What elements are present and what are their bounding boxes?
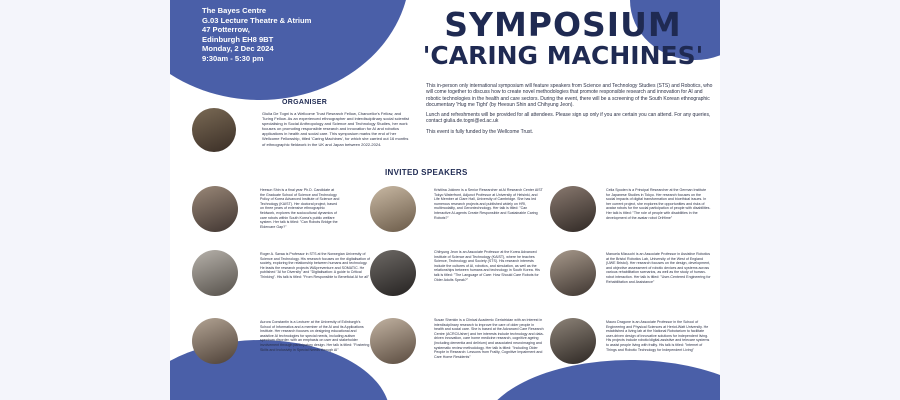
intro-paragraph: Lunch and refreshments will be provided for all attendees. Please sign up only if you are certain you can attend. For any queries, contact giulia.de.togni@ed.ac.uk [426, 112, 711, 125]
speaker-photo [370, 186, 416, 232]
speaker-bio: Mauro Dragone is an Associate Professor in the School of Engineering and Physical Sciences at Heriot-Watt University. He established a living lab at the National Robotarium to facilitate user-driven design of innovative solutions for independent living. His projects include robotic/digital-assistive and telecare systems to assist people living with frailty. His talk is titled: "Internet of Things and Robotic Technology for Independent Living" [606, 320, 710, 352]
speaker-photo [550, 318, 596, 364]
intro-paragraph: This in-person only international symposium will feature speakers from Science and Technology Studies (STS) and Robotics, who will come together to discuss how to create novel methodologies that promote responsible research and innovation for AI and robotic technologies in the health and care sectors. During the event, there will be a screening of the South Korean ethnographic documentary 'Hug me Tight' (by Heesun Shin and Chihyung Jeon). [426, 83, 713, 108]
venue-line: 9:30am - 5:30 pm [202, 53, 264, 63]
intro-text [426, 83, 714, 139]
speaker-photo [550, 250, 596, 296]
venue-line: Monday, 2 Dec 2024 [202, 44, 274, 54]
decorative-blob [480, 360, 720, 400]
venue-info [202, 6, 311, 64]
speaker-bio: Chihyung Jeon is an Associate Professor at the Korea Advanced Institute of Science and Technology (KAIST), where he teaches Science, Technology and Society (STS). His research interests include the cultures of AI, robotics, and simulation, as well as the relationships between humans and technology in South Korea. His talk is titled: "The Language of Care: How Should Care Robots for Older Adults Speak?" [434, 250, 540, 282]
speaker-bio: Susan Shenkin is a Clinical Academic Geriatrician with an interest in interdisciplinary research to improve the care of older people in health and social care. She is based at the Advanced Care Research Centre (ACRC/Usher) and her interests include technology and data-driven innovation, care home medicine research, cognitive ageing (including dementia and delirium) and associated neuroimaging and systematic review methodology. Her talk is titled: "Including Older People in Research: Lessons from Frailty, Cognitive Impairment and Care Home Residents" [434, 318, 544, 359]
speaker-bio: Roger A. Søraa is Professor in STS at the Norwegian University of Science and Technology. His research focuses on the digitalisation of society, exploring the relationship between humans and technology. He leads the research projects WAIpreventure and SOMATIC. He published "AI for Diversity" and "Digitalisation: A guide to Critical Thinking". His talk is titled: "From Responsible to Beneficial AI for all" [260, 252, 370, 279]
page-title [418, 5, 708, 70]
speaker-photo [192, 186, 238, 232]
funding-note: This event is fully funded by the Wellcome Trust. [426, 128, 534, 135]
venue-line: G.03 Lecture Theatre & Atrium [202, 15, 312, 25]
poster [170, 0, 720, 400]
organiser-heading: ORGANISER [282, 99, 328, 106]
right-margin [720, 0, 900, 400]
speaker-photo [192, 318, 238, 364]
speaker-photo [550, 186, 596, 232]
venue-line: The Bayes Centre [202, 6, 267, 15]
invited-speakers-heading: INVITED SPEAKERS [385, 168, 468, 177]
left-margin [0, 0, 170, 400]
speaker-photo [370, 250, 416, 296]
speaker-bio: Heesun Shin is a final year Ph.D. Candidate at the Graduate School of Science and Technology Policy of Korea Advanced Institute of Science and Technology (KAIST). Her doctoral project, based on three years of extensive ethnographic fieldwork, explores the sociocultural dynamics of care robots within South Korea's public welfare system. Her talk is titled: "Can Robots Bridge the Eldercare Gap?" [260, 188, 340, 229]
organiser-photo [192, 108, 236, 152]
speaker-photo [370, 318, 416, 364]
venue-line: 47 Potterrow, [202, 25, 250, 35]
title-line-2: 'CARING MACHINES' [422, 41, 704, 70]
speaker-bio: Aurora Constantin is a Lecturer at the University of Edinburgh's School of Informatics and a member of the AI and its Applications Institute. Her research focuses on designing educational and assistive AI technologies for special needs, including autism spectrum disorder, with an emphasis on user and stakeholder involvement through participatory design. Her talk is titled: "Fostering Skills and Inclusivity in Special Needs through AI" [260, 320, 370, 352]
title-line-1: SYMPOSIUM [444, 5, 682, 44]
speaker-bio: Manuela Mizuuchi is an Associate Professor in Assistive Robotics at the Bristol Robotics Lab, University of the West of England (UWE Bristol). Her research focuses on the design, development, and objective assessment of robotic devices and systems across various rehabilitation scenarios, as well as the study of human-robot interaction. Her talk is titled: "User-Centered Engineering for Rehabilitation and Assistance" [606, 252, 711, 284]
speaker-photo [192, 250, 238, 296]
speaker-bio: Celia Spoden is a Principal Researcher at the German Institute for Japanese Studies in Tokyo. Her research focuses on the social impacts of digital transformation and bioethical issues. In her current project, she explores the opportunities and risks of avatar robots for the social participation of people with disabilities. Her talk is titled: "The role of people with disabilities in the development of the avatar robot OriHime" [606, 188, 711, 220]
organiser-bio: Giulia De Togni is a Wellcome Trust Research Fellow, Chancellor's Fellow, and Turing Fellow. As an experienced ethnographer and interdisciplinary social scientist specialising in Social Anthropology and Science and Technology Studies, her work focuses on promoting responsible research and innovation for AI and robotics applications in health and social care. This symposium marks the end of her Wellcome Fellowship, titled 'Caring Machines', for which she carried out 16 months of ethnographic fieldwork in the UK and Japan between 2022-2024. [262, 111, 410, 147]
speaker-bio: Kristiina Jokinen is a Senior Researcher at AI Research Center AIST Tokyo Waterfront, Adjunct Professor at University of Helsinki, and Life Member at Clare Hall, University of Cambridge. She has led numerous research projects and published widely on HRI, multimodality, and Gerontechnology. Her talk is titled: "Can Interactive AI-agents Create Responsible and Sustainable Caring Robots?" [434, 188, 543, 220]
venue-line: Edinburgh EH8 9BT [202, 34, 274, 44]
